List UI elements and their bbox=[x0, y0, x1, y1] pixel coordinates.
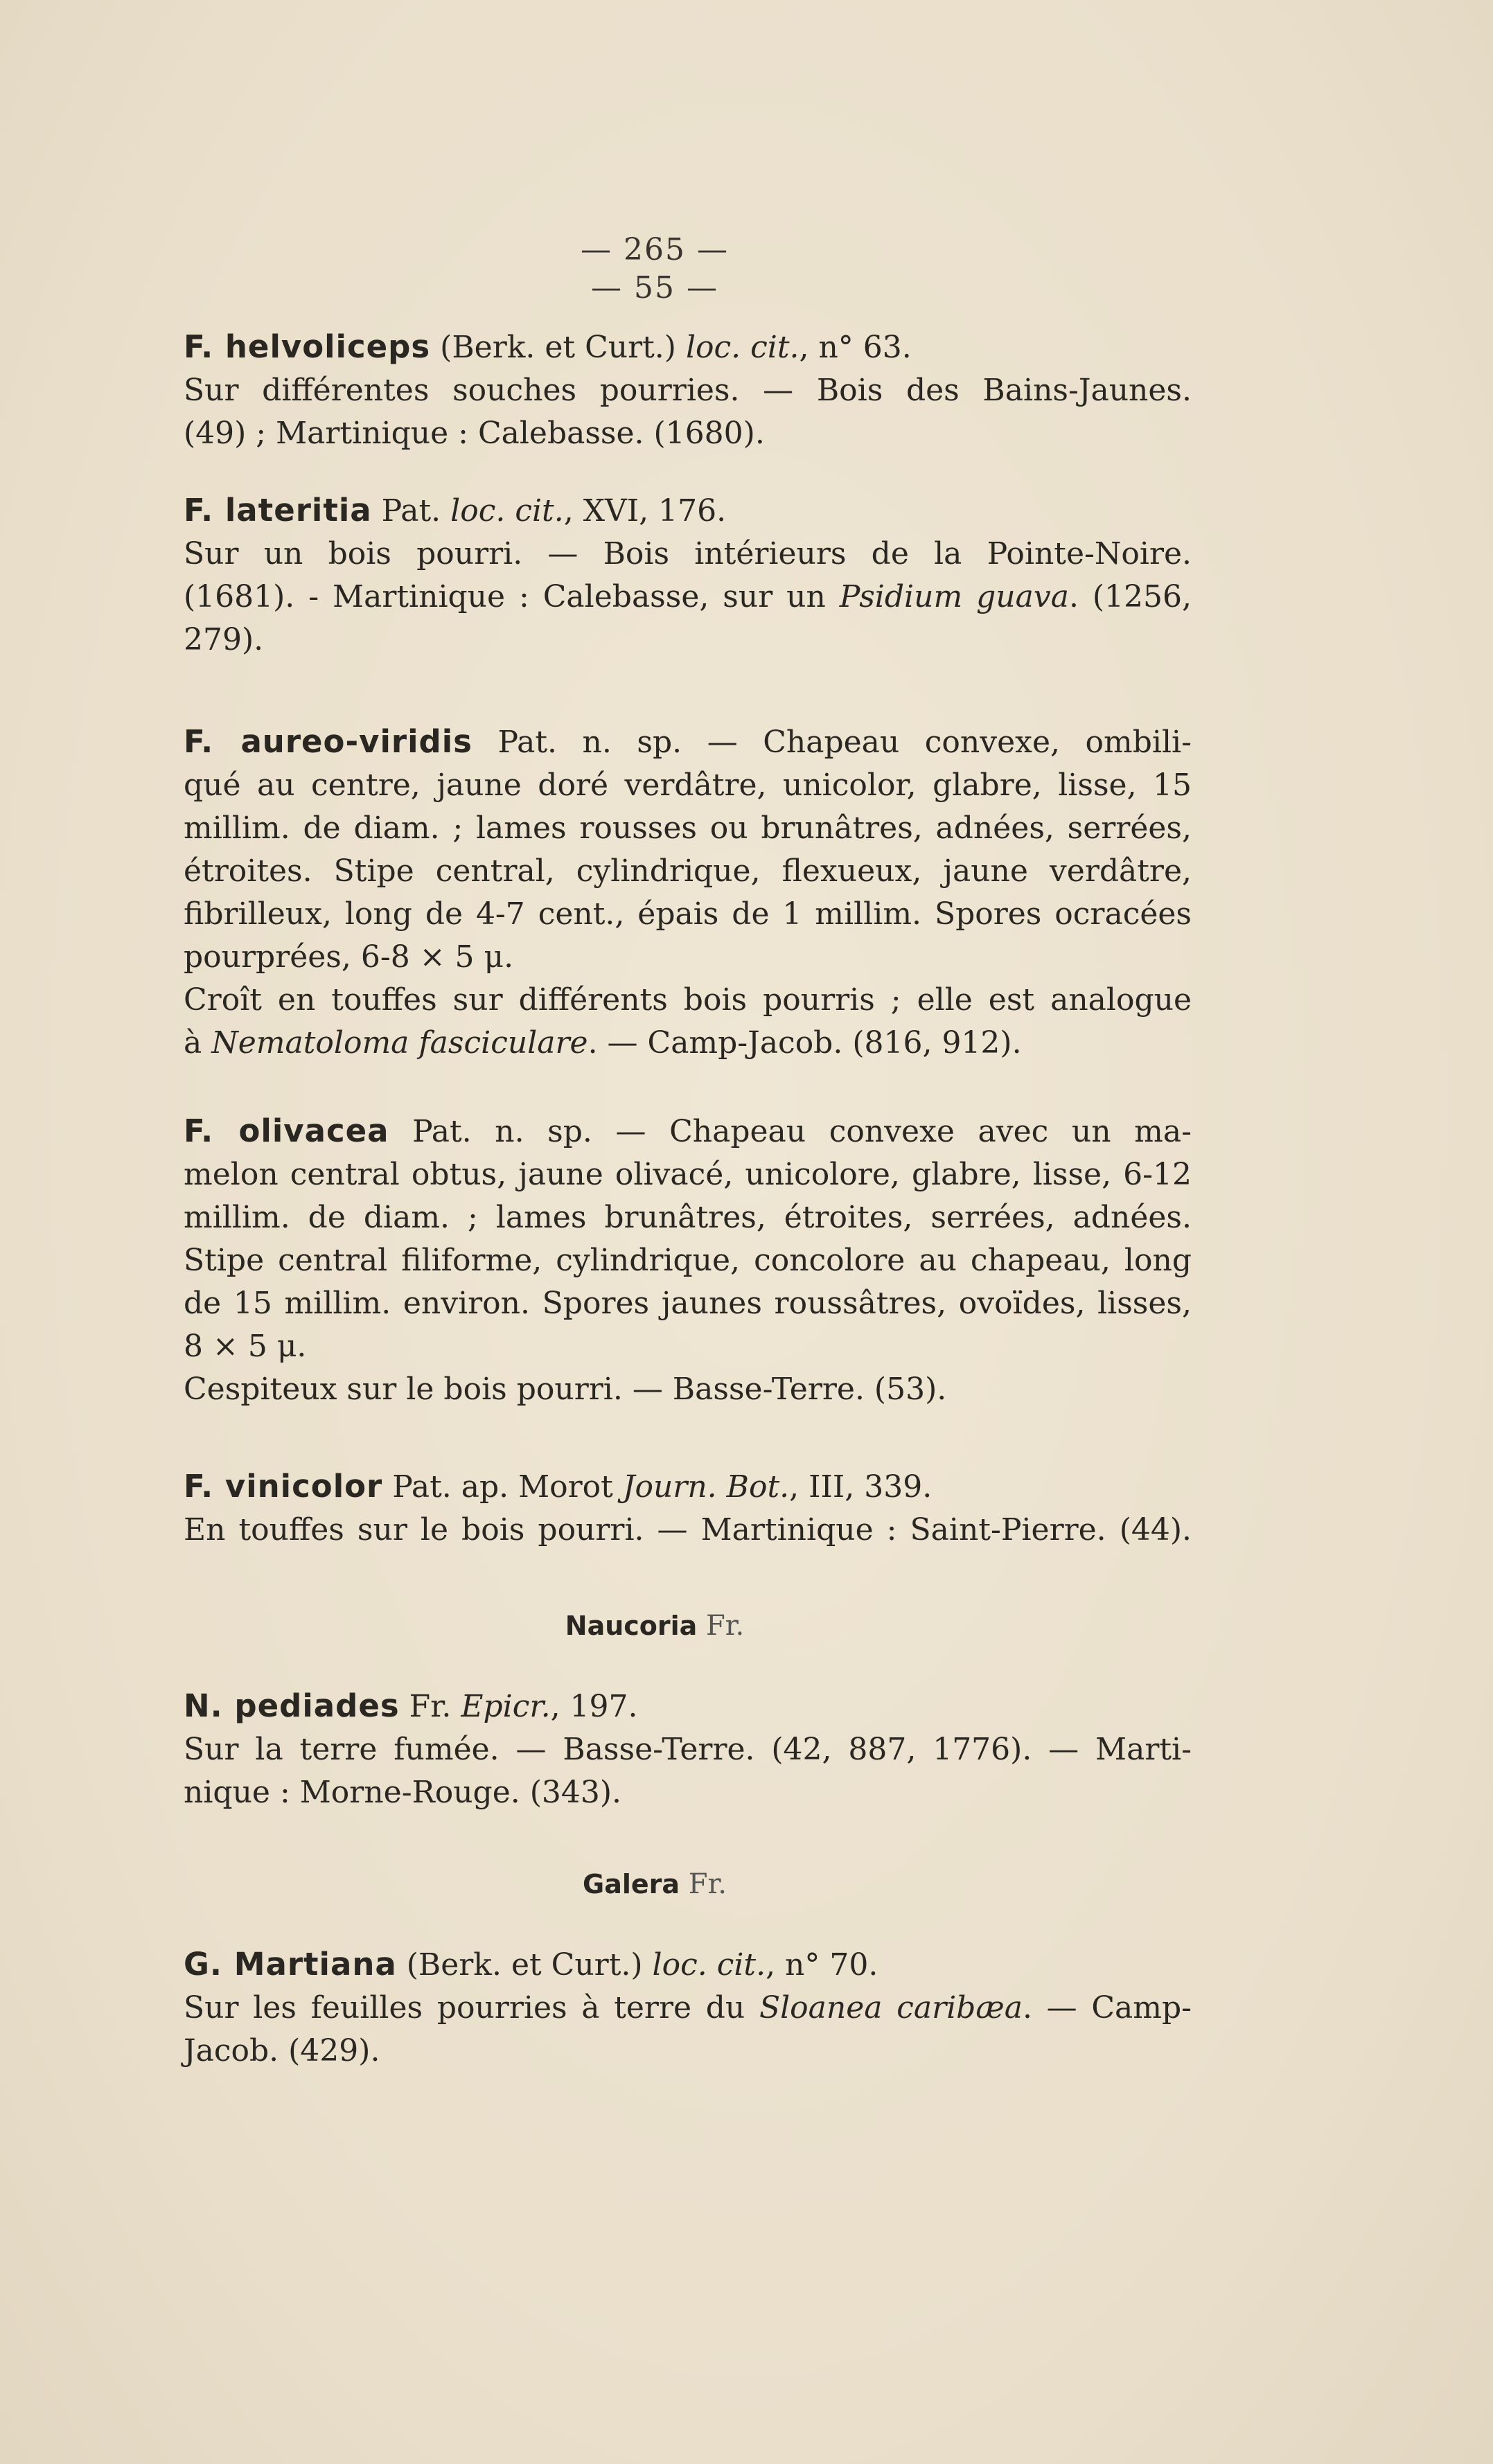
page-number-primary: — 265 — bbox=[581, 232, 729, 267]
entry-line: Sur la terre fumée. — Basse-Terre. (42, 887, 1776). — Marti- bbox=[184, 1732, 1192, 1767]
species-author: Pat. bbox=[371, 493, 451, 529]
genus-name: Galera bbox=[583, 1869, 680, 1899]
entry-line: 8 × 5 μ. bbox=[184, 1329, 307, 1364]
entry-heading bbox=[184, 1465, 1192, 1509]
entry-heading bbox=[184, 1943, 1192, 1987]
entry-heading bbox=[184, 720, 1192, 764]
line-text: à bbox=[184, 1025, 212, 1061]
species-author: Pat. ap. Morot bbox=[382, 1469, 623, 1505]
entry-heading bbox=[184, 489, 1192, 533]
entry-line: Sur différentes souches pourries. — Bois des Bains-Jaunes. bbox=[184, 373, 1192, 408]
latin-name: Nematoloma fasciculare bbox=[211, 1025, 588, 1061]
entry-heading bbox=[184, 326, 1192, 369]
entry-line: Cespiteux sur le bois pourri. — Basse-Terre. (53). bbox=[184, 1372, 947, 1407]
line-text: . — Camp- bbox=[1022, 1990, 1192, 2026]
line-text: . — Camp-Jacob. (816, 912). bbox=[588, 1025, 1022, 1061]
genus-heading-naucoria bbox=[0, 1610, 1309, 1642]
entry-heading bbox=[184, 1685, 1192, 1728]
reference-italic: Epicr. bbox=[461, 1689, 551, 1724]
entry-line: melon central obtus, jaune olivacé, unicolore, glabre, lisse, 6-12 bbox=[184, 1157, 1192, 1192]
reference-tail: , III, 339. bbox=[789, 1469, 933, 1505]
reference-tail: , 197. bbox=[550, 1689, 638, 1724]
entry-line: étroites. Stipe central, cylindrique, flexueux, jaune verdâtre, bbox=[184, 853, 1192, 889]
species-description: Pat. n. sp. — Chapeau convexe, ombili- bbox=[472, 725, 1192, 760]
species-author: (Berk. et Curt.) bbox=[396, 1947, 653, 1983]
entry-line: nique : Morne-Rouge. (343). bbox=[184, 1775, 622, 1810]
latin-name: Sloanea caribæa bbox=[759, 1990, 1023, 2026]
species-name: F. vinicolor bbox=[184, 1468, 383, 1505]
species-name: F. aureo-viridis bbox=[184, 723, 472, 760]
reference-tail: , n° 63. bbox=[799, 330, 912, 365]
genus-heading-galera bbox=[0, 1868, 1309, 1900]
reference-italic: loc. cit. bbox=[685, 330, 799, 365]
entry-line: Stipe central filiforme, cylindrique, concolore au chapeau, long bbox=[184, 1243, 1192, 1278]
species-name: N. pediades bbox=[184, 1687, 400, 1724]
entry-line: En touffes sur le bois pourri. — Martinique : Saint-Pierre. (44). bbox=[184, 1512, 1192, 1548]
entry-line: millim. de diam. ; lames rousses ou brunâtres, adnées, serrées, bbox=[184, 810, 1192, 846]
latin-name: Psidium guava bbox=[839, 579, 1069, 614]
entry-line: de 15 millim. environ. Spores jaunes roussâtres, ovoïdes, lisses, bbox=[184, 1286, 1192, 1321]
entry-martiana bbox=[184, 1943, 1192, 2073]
reference-italic: loc. cit. bbox=[450, 493, 564, 529]
entry-line bbox=[184, 1987, 1192, 2030]
reference-italic: Journ. Bot. bbox=[622, 1469, 790, 1505]
reference-tail: , n° 70. bbox=[766, 1947, 878, 1983]
entry-line: 279). bbox=[184, 622, 264, 657]
entry-lateritia bbox=[184, 489, 1192, 662]
reference-italic: loc. cit. bbox=[652, 1947, 766, 1983]
genus-author: Fr. bbox=[680, 1868, 727, 1900]
entry-pediades bbox=[184, 1685, 1192, 1814]
species-description: Pat. n. sp. — Chapeau convexe avec un ma- bbox=[389, 1114, 1192, 1149]
entry-heading bbox=[184, 1110, 1192, 1153]
entry-line: fibrilleux, long de 4-7 cent., épais de 1 millim. Spores ocracées bbox=[184, 896, 1192, 932]
entry-line: Sur un bois pourri. — Bois intérieurs de la Pointe-Noire. bbox=[184, 536, 1192, 571]
entry-line: Jacob. (429). bbox=[184, 2033, 380, 2068]
species-name: G. Martiana bbox=[184, 1946, 397, 1983]
page-number-secondary: — 55 — bbox=[591, 270, 718, 305]
entry-helvoliceps bbox=[184, 326, 1192, 455]
entry-aureo-viridis bbox=[184, 720, 1192, 1065]
entry-line: millim. de diam. ; lames brunâtres, étroites, serrées, adnées. bbox=[184, 1200, 1192, 1235]
entry-olivacea bbox=[184, 1110, 1192, 1411]
species-name: F. helvoliceps bbox=[184, 328, 431, 365]
entry-line bbox=[184, 1022, 1192, 1065]
species-name: F. olivacea bbox=[184, 1113, 389, 1149]
species-author: Fr. bbox=[399, 1689, 461, 1724]
line-text: Sur les feuilles pourries à terre du bbox=[184, 1990, 759, 2026]
genus-name: Naucoria bbox=[565, 1611, 698, 1641]
entry-line: (49) ; Martinique : Calebasse. (1680). bbox=[184, 416, 765, 451]
entry-line: pourprées, 6-8 × 5 μ. bbox=[184, 939, 514, 975]
entry-line: Croît en touffes sur différents bois pourris ; elle est analogue bbox=[184, 982, 1192, 1018]
entry-line: qué au centre, jaune doré verdâtre, unicolor, glabre, lisse, 15 bbox=[184, 768, 1192, 803]
line-text: . (1256, bbox=[1068, 579, 1192, 614]
entry-vinicolor bbox=[184, 1465, 1192, 1552]
reference-tail: , XVI, 176. bbox=[563, 493, 727, 529]
genus-author: Fr. bbox=[697, 1610, 745, 1642]
species-author: (Berk. et Curt.) bbox=[430, 330, 686, 365]
entry-line bbox=[184, 576, 1192, 619]
line-text: (1681). - Martinique : Calebasse, sur un bbox=[184, 579, 840, 614]
species-name: F. lateritia bbox=[184, 492, 372, 529]
